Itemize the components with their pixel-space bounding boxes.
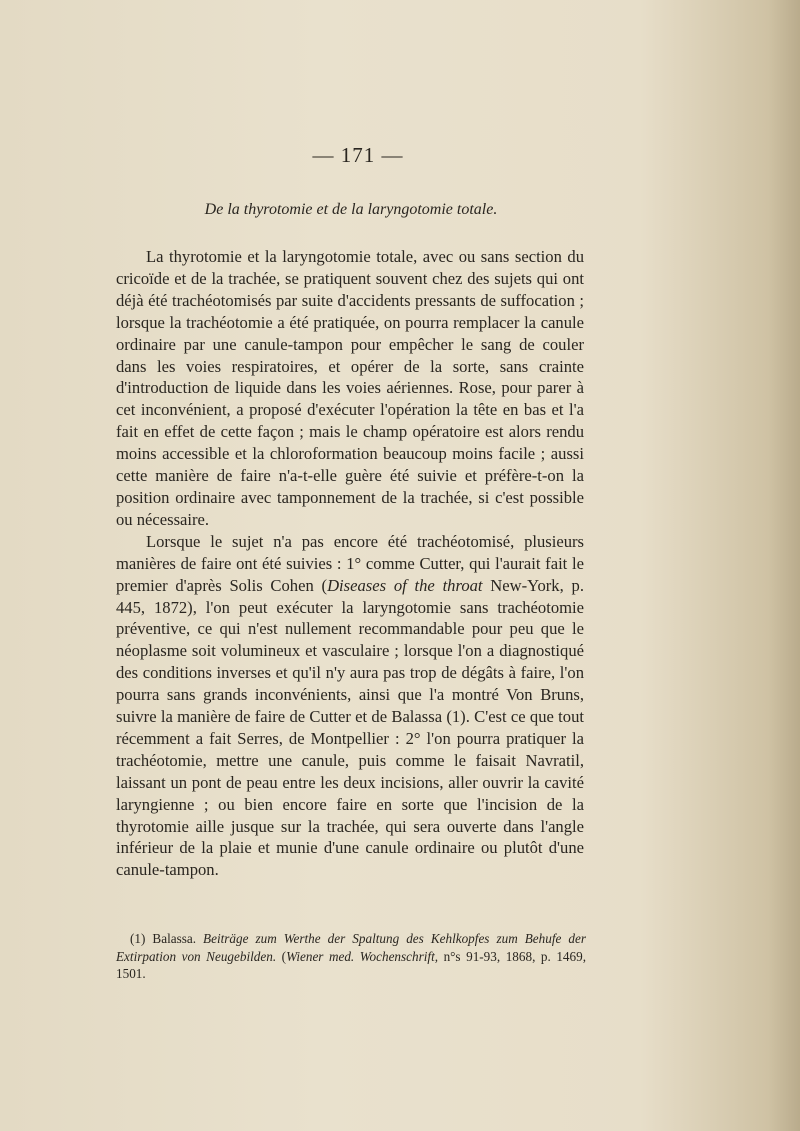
paragraph-2-text-a: Lorsque le sujet n'a pas encore été trachéotomisé, plusieurs manières de faire ont été suivies : 1° comme Cutter, qui l'aurait fait le premier d'après Solis Cohen ( — [116, 531, 584, 595]
footnote-reference: n°s 91-93, 1868, p. 1469, 1501. — [116, 948, 586, 981]
page-number: — 171 — — [312, 143, 404, 167]
footnote-journal: Wiener med. Wochenschrift, — [286, 948, 439, 964]
body-text — [116, 246, 584, 881]
footnote-marker: (1) Balassa. — [130, 931, 204, 946]
cited-work-title: Diseases of the throat — [327, 575, 483, 595]
footnote-paren: ( — [276, 948, 287, 964]
footnote-work-title: Beiträge zum Werthe der Spaltung des Kehlkopfes zum Behufe der Extirpation von Neugebilden. — [116, 931, 586, 964]
paragraph-1-text: La thyrotomie et la laryngotomie totale, avec ou sans section du cricoïde et de la trachée, se pratiquent souvent chez des sujets qui ont déjà été trachéotomisés par suite d'accidents pressants de suffocation ; lorsque la trachéotomie a été pratiquée, on pourra remplacer la canule ordinaire par une canule-tampon pour empêcher le sang de couler dans les voies respiratoires, et opérer de la sorte, sans crainte d'introduction de liquide dans les voies aériennes. Rose, pour parer à cet inconvénient, a proposé d'exécuter l'opération la tête en bas et l'a fait en effet de cette façon ; mais le champ opératoire est alors rendu moins accessible et la chloroformation beaucoup moins facile ; aussi cette manière de faire n'a-t-elle guère été suivie et préfère-t-on la position ordinaire avec tamponnement de la trachée, si c'est possible ou nécessaire. — [116, 247, 584, 529]
paragraph-2-text-b: New-York, p. 445, 1872), l'on peut exécuter la laryngotomie sans trachéotomie préventive, ce qui n'est nullement recommandable pour peu que le néoplasme soit volumineux et vasculaire ; lorsque l'on a diagnostiqué des conditions inverses et qu'il n'y aura pas trop de dégâts à faire, l'on pourra sans grands inconvénients, ainsi que l'a montré Von Bruns, suivre la manière de faire de Cutter et de Balassa (1). C'est ce que tout récemment a fait Serres, de Montpellier : 2° l'on pourra pratiquer la trachéotomie, mettre une canule, puis comme le faisait Navratil, laissant un pont de peau entre les deux incisions, aller ouvrir la cavité laryngienne ; ou bien encore faire en sorte que l'incision de la thyrotomie aille jusque sur la trachée, qui sera ouverte dans l'angle inférieur de la plaie et munie d'une canule ordinaire ou plutôt d'une canule-tampon. — [116, 575, 584, 880]
footnote — [116, 930, 586, 983]
paragraph-1 — [116, 246, 584, 531]
section-title: De la thyrotomie et de la laryngotomie totale. — [204, 201, 498, 218]
paragraph-2 — [116, 531, 584, 882]
